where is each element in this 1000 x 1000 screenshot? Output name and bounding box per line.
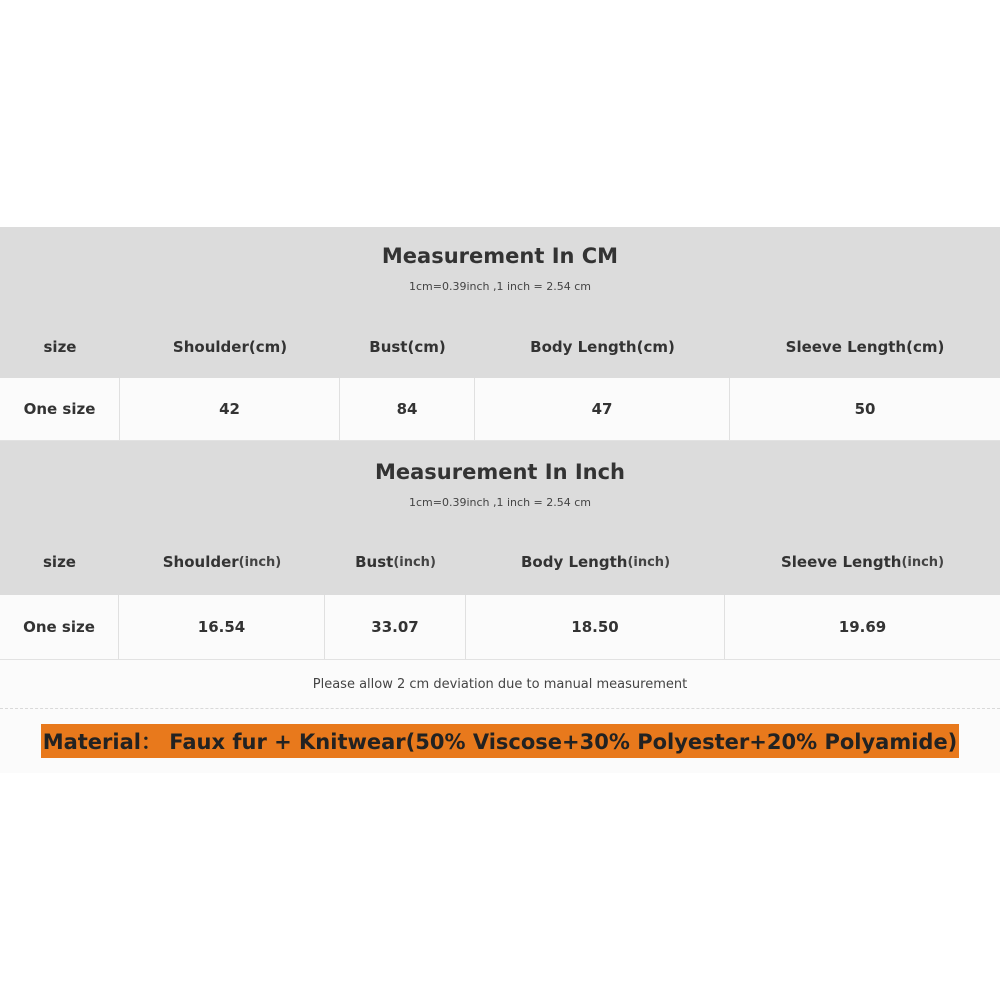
deviation-note: Please allow 2 cm deviation due to manual measurement — [0, 660, 1000, 709]
inch-section-header — [0, 441, 1000, 529]
inch-col-size — [0, 529, 119, 595]
cm-col-body-length: Body Length(cm) — [530, 337, 675, 356]
inch-subtitle: 1cm=0.39inch ,1 inch = 2.54 cm — [408, 496, 591, 509]
cm-cell-size: One size — [0, 378, 120, 440]
inch-col-sleeve-length — [725, 529, 1000, 595]
size-chart — [0, 227, 1000, 754]
inch-col-shoulder-unit: (inch) — [238, 554, 282, 570]
inch-data-row — [0, 595, 1000, 660]
inch-col-body-length — [466, 529, 725, 595]
inch-col-shoulder — [119, 529, 325, 595]
inch-title: Measurement In Inch — [374, 460, 626, 484]
inch-cell-bust: 33.07 — [325, 595, 466, 659]
cm-cell-body-length: 47 — [475, 378, 730, 440]
material-text: Material： Faux fur + Knitwear(50% Viscose+30% Polyester+20% Polyamide) — [41, 724, 960, 758]
inch-col-body-length-label: Body Length — [520, 553, 628, 571]
inch-col-sleeve-length-unit: (inch) — [901, 554, 945, 570]
cm-section-header — [0, 227, 1000, 315]
inch-col-sleeve-length-label: Sleeve Length — [780, 553, 902, 571]
inch-cell-size: One size — [0, 595, 119, 659]
inch-header-row — [0, 529, 1000, 595]
inch-col-shoulder-label: Shoulder — [162, 553, 239, 571]
cm-title: Measurement In CM — [381, 244, 619, 268]
inch-cell-shoulder: 16.54 — [119, 595, 325, 659]
inch-col-bust-label: Bust — [355, 553, 394, 571]
inch-col-size-label: size — [43, 553, 76, 571]
cm-col-size: size — [43, 337, 77, 356]
cm-col-bust: Bust(cm) — [369, 337, 446, 356]
inch-col-body-length-unit: (inch) — [627, 554, 671, 570]
cm-col-shoulder: Shoulder(cm) — [172, 337, 288, 356]
inch-cell-body-length: 18.50 — [466, 595, 725, 659]
cm-cell-shoulder: 42 — [120, 378, 340, 440]
material-banner — [0, 709, 1000, 773]
inch-col-bust — [325, 529, 466, 595]
cm-cell-sleeve-length: 50 — [854, 400, 876, 418]
inch-col-bust-unit: (inch) — [393, 554, 436, 570]
cm-subtitle: 1cm=0.39inch ,1 inch = 2.54 cm — [408, 280, 591, 293]
cm-data-row — [0, 378, 1000, 441]
cm-header-row — [0, 315, 1000, 378]
inch-cell-sleeve-length: 19.69 — [838, 618, 887, 636]
cm-cell-bust: 84 — [340, 378, 475, 440]
cm-col-sleeve-length: Sleeve Length(cm) — [785, 337, 945, 356]
